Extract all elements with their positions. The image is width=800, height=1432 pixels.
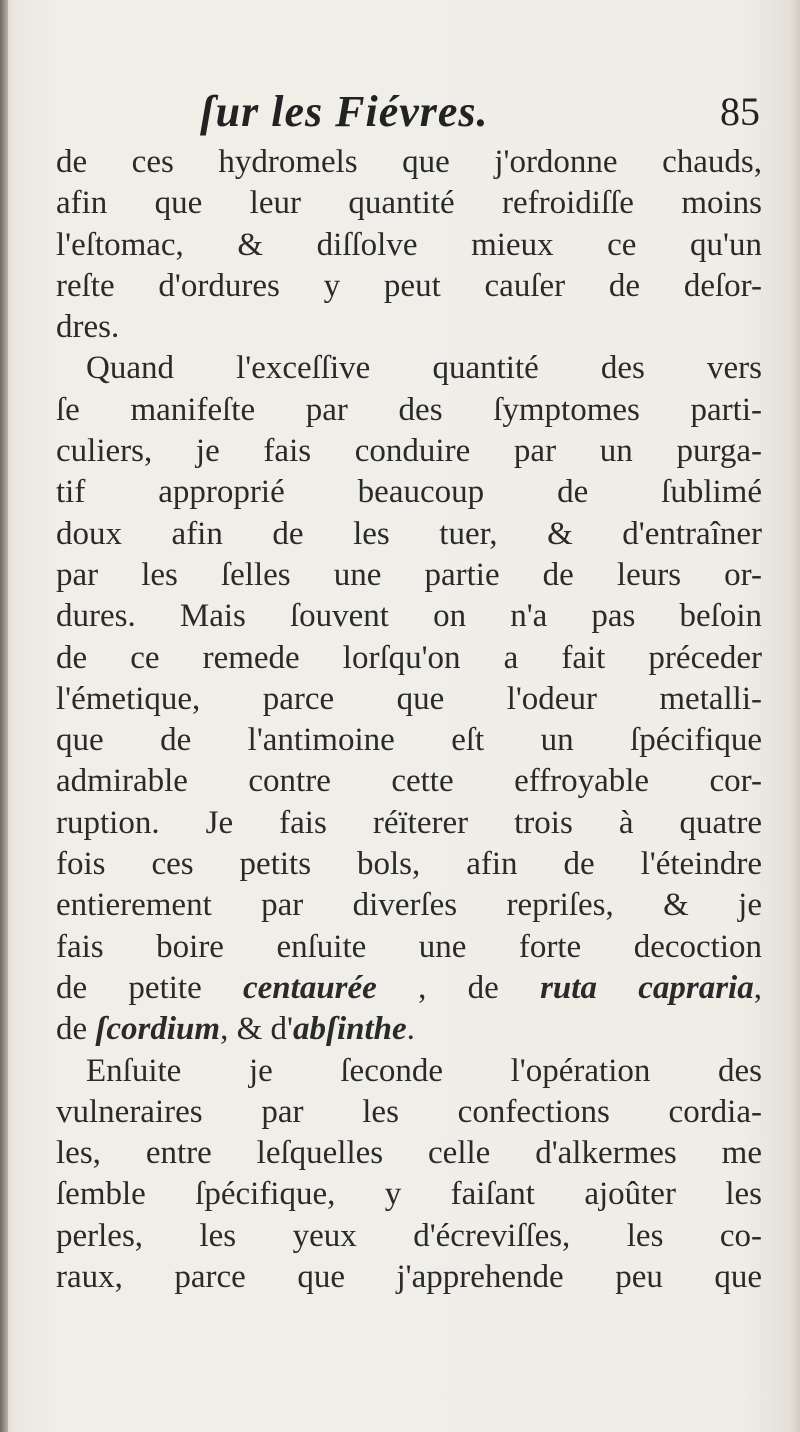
text-line: l'eſtomac, & diſſolve mieux ce qu'un: [56, 226, 762, 263]
text-line: tif approprié beaucoup de ſublimé: [56, 474, 762, 511]
italic-term: ſcordium: [95, 1011, 221, 1048]
text-line: ruption. Je fais réïterer trois à quatre: [56, 804, 762, 841]
text-line: de ces hydromels que j'ordonne chauds,: [56, 144, 762, 180]
text-line: raux, parce que j'apprehende peu que: [56, 1259, 762, 1296]
text-line: doux afin de les tuer, & d'entraîner: [56, 515, 762, 552]
text-run: .: [406, 1011, 415, 1048]
text-run: de: [56, 1011, 96, 1048]
text-run: , & d': [220, 1011, 293, 1048]
text-line: admirable contre cette effroyable cor-: [56, 763, 762, 800]
italic-term: ruta capraria: [540, 969, 754, 1006]
text-line: dres.: [56, 309, 120, 346]
text-run: ,: [753, 969, 762, 1006]
text-line: de ce remede lorſqu'on a fait préceder: [56, 639, 762, 676]
text-line: culiers, je fais conduire par un purga-: [56, 433, 762, 470]
text-line: Enſuite je ſeconde l'opération des: [86, 1052, 762, 1089]
text-run: , de: [376, 969, 541, 1006]
text-line: vulneraires par les confections cordia-: [56, 1093, 762, 1130]
text-line: afin que leur quantité refroidiſſe moins: [56, 185, 762, 222]
paragraph-3: [56, 1051, 762, 1299]
text-line: ſemble ſpécifique, y faiſant ajoûter les: [56, 1176, 762, 1213]
text-line: [56, 1009, 762, 1050]
text-line: que de l'antimoine eſt un ſpécifique: [56, 722, 762, 759]
text-line: reſte d'ordures y peut cauſer de deſor-: [56, 267, 762, 304]
page-header: [60, 86, 760, 140]
text-line: par les ſelles une partie de leurs or-: [56, 556, 762, 593]
page-number: 85: [720, 89, 760, 134]
text-line: les, entre leſquelles celle d'alkermes me: [56, 1135, 762, 1172]
body-text: [56, 142, 762, 1298]
text-run: de petite: [56, 969, 244, 1006]
running-title: ſur les Fiévres.: [200, 87, 489, 136]
page-spine-shadow: [0, 0, 8, 1432]
text-line: fais boire enſuite une forte decoction: [56, 928, 762, 965]
text-line: ſe manifeſte par des ſymptomes parti-: [56, 391, 762, 428]
text-line: perles, les yeux d'écreviſſes, les co-: [56, 1217, 762, 1254]
text-line: [56, 968, 762, 1009]
text-line: dures. Mais ſouvent on n'a pas beſoin: [56, 598, 762, 635]
italic-term: centaurée: [243, 969, 377, 1006]
text-line: l'émetique, parce que l'odeur metalli-: [56, 680, 762, 717]
text-line: fois ces petits bols, afin de l'éteindre: [56, 846, 762, 883]
italic-term: abſinthe: [292, 1011, 407, 1048]
text-line: Quand l'exceſſive quantité des vers: [86, 350, 762, 387]
paragraph-2: [56, 348, 762, 1050]
text-line: entierement par diverſes repriſes, & je: [56, 887, 762, 924]
paragraph-1: [56, 142, 762, 348]
